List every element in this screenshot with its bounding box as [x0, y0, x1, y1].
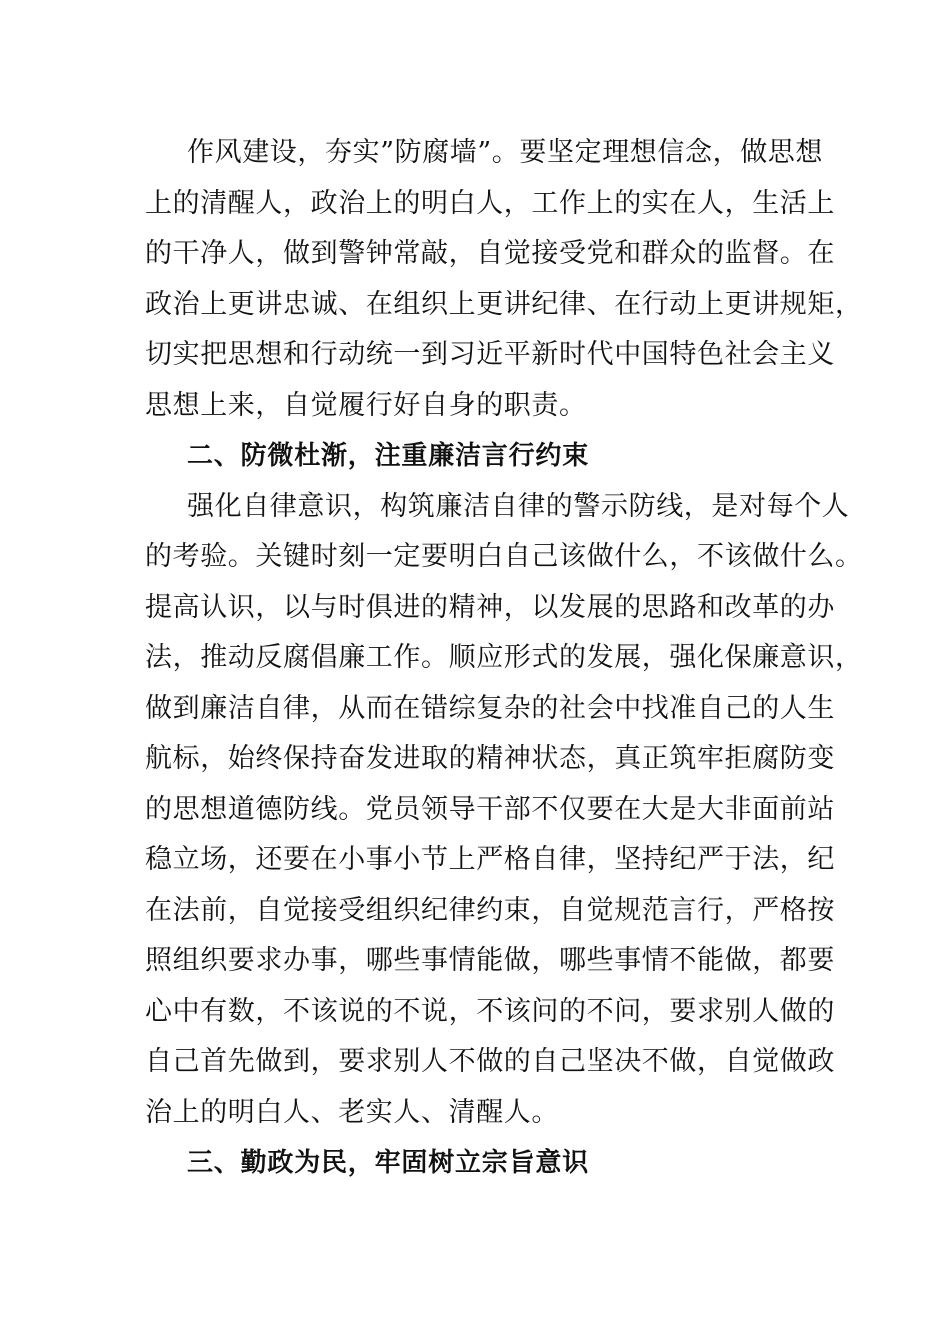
paragraph-line: 在法前，自觉接受组织纪律约束，自觉规范言行，严格按 [145, 894, 835, 926]
paragraph-line: 提高认识，以与时俱进的精神，以发展的思路和改革的办 [145, 591, 835, 623]
paragraph-line: 政治上更讲忠诚、在组织上更讲纪律、在行动上更讲规矩， [145, 288, 863, 320]
paragraph-line: 作风建设，夯实”防腐墙”。要坚定理想信念，做思想 [187, 137, 824, 168]
paragraph-line: 稳立场，还要在小事小节上严格自律，坚持纪严于法，纪 [145, 844, 835, 875]
paragraph-line: 上的清醒人，政治上的明白人，工作上的实在人，生活上 [145, 187, 835, 219]
section-heading-3: 三、勤政为民，牢固树立宗旨意识 [187, 1148, 590, 1178]
paragraph-line: 照组织要求办事，哪些事情能做，哪些事情不能做，都要 [145, 945, 835, 976]
document-body [145, 128, 863, 1189]
paragraph-line: 自己首先做到，要求别人不做的自己坚决不做，自觉做政 [145, 1046, 835, 1077]
section-heading-2: 二、防微杜渐，注重廉洁言行约束 [187, 441, 590, 471]
paragraph-line: 的考验。关键时刻一定要明白自己该做什么，不该做什么。 [145, 541, 863, 572]
paragraph-2 [145, 482, 863, 1139]
paragraph-line: 的干净人，做到警钟常敲，自觉接受党和群众的监督。在 [145, 238, 835, 269]
paragraph-line: 切实把思想和行动统一到习近平新时代中国特色社会主义 [145, 339, 835, 370]
paragraph-line: 思想上来，自觉履行好自身的职责。 [145, 389, 587, 421]
paragraph-line: 心中有数，不该说的不说，不该问的不问，要求别人做的 [145, 995, 835, 1027]
paragraph-line: 强化自律意识，构筑廉洁自律的警示防线，是对每个人 [187, 490, 850, 522]
paragraph-1 [145, 128, 863, 431]
paragraph-line: 的思想道德防线。党员领导干部不仅要在大是大非面前站 [145, 793, 835, 825]
paragraph-line: 治上的明白人、老实人、清醒人。 [145, 1096, 559, 1128]
paragraph-line: 航标，始终保持奋发进取的精神状态，真正筑牢拒腐防变 [145, 743, 835, 774]
paragraph-line: 法，推动反腐倡廉工作。顺应形式的发展，强化保廉意识， [145, 642, 863, 673]
paragraph-line: 做到廉洁自律，从而在错综复杂的社会中找准自己的人生 [145, 692, 835, 724]
